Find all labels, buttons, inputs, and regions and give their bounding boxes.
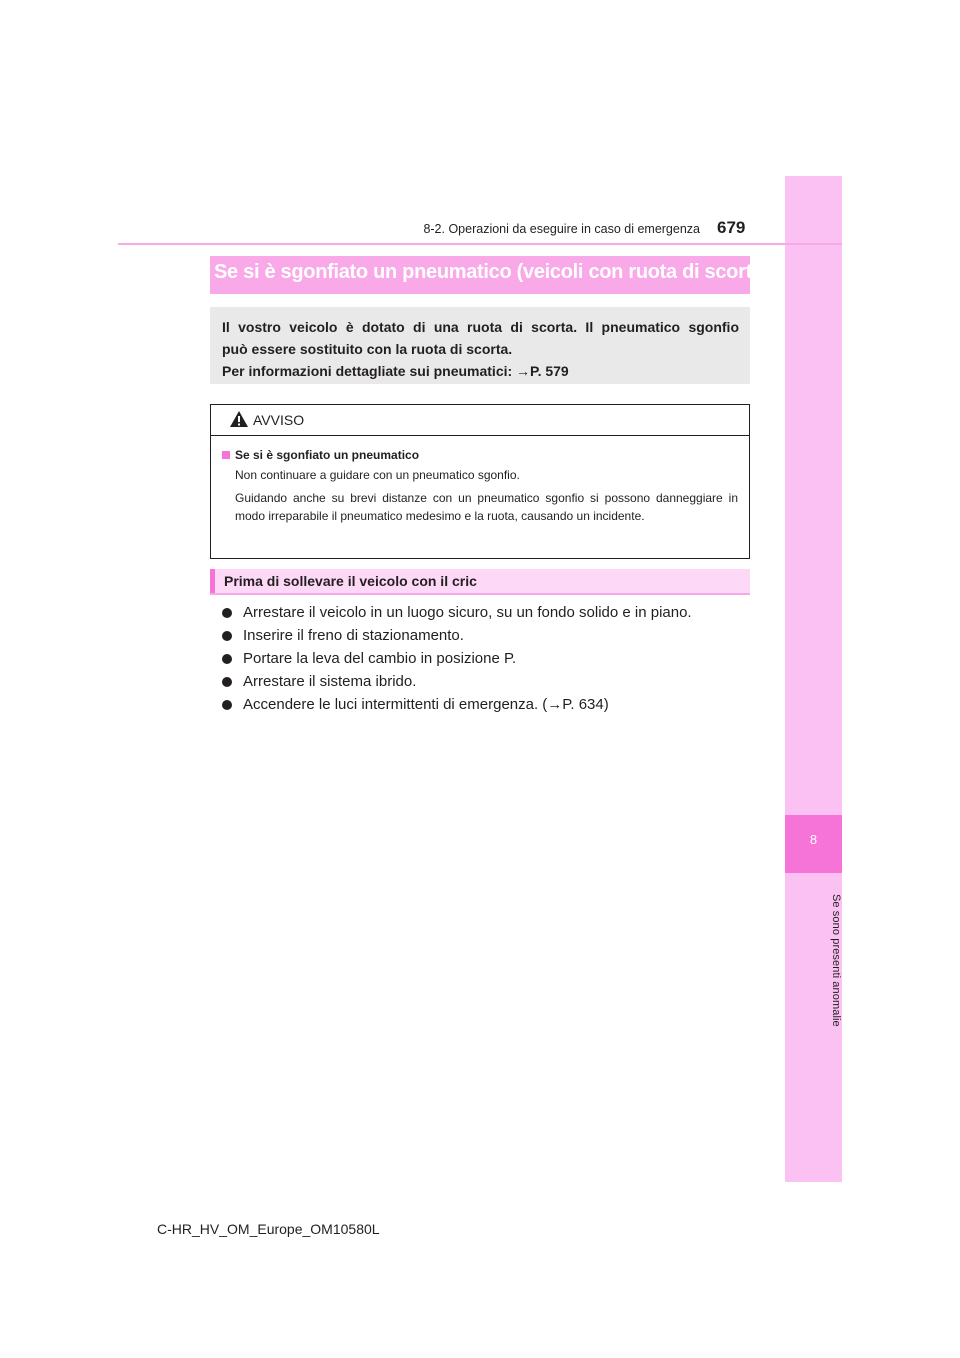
list-item-text: Arrestare il sistema ibrido. — [243, 673, 417, 690]
intro-line-3: Per informazioni dettagliate sui pneumatici: →P. 579 — [222, 363, 569, 379]
list-item-text: Portare la leva del cambio in posizione P. — [243, 650, 517, 667]
bullet-dot-icon — [222, 608, 232, 618]
square-bullet-icon — [222, 451, 230, 459]
warning-heading — [222, 446, 738, 464]
header-divider — [118, 243, 842, 245]
subheading-accent — [210, 569, 215, 593]
page-number: 679 — [717, 218, 746, 237]
warning-body — [211, 436, 749, 525]
intro-line-2: può essere sostituito con la ruota di scorta. — [222, 341, 513, 357]
list-item-text: Arrestare il veicolo in un luogo sicuro, su un fondo solido e in piano. — [243, 604, 692, 621]
warning-label: AVVISO — [253, 412, 305, 428]
subheading-bar — [210, 569, 750, 595]
list-item-text: Accendere le luci intermittenti di emergenza. (→P. 634) — [243, 696, 609, 713]
list-item — [222, 624, 692, 647]
list-item — [222, 647, 692, 670]
warning-box — [210, 404, 750, 559]
warning-heading-text: Se si è sgonfiato un pneumatico — [235, 448, 420, 462]
subheading-text: Prima di sollevare il veicolo con il cric — [224, 573, 477, 589]
intro-line-1: Il vostro veicolo è dotato di una ruota di scorta. Il pneumatico sgonfio — [222, 319, 739, 335]
footer-doc-id: C-HR_HV_OM_Europe_OM10580L — [157, 1221, 380, 1237]
chapter-number: 8 — [785, 815, 842, 873]
page-title: Se si è sgonfiato un pneumatico (veicoli con ruota di scorta) — [214, 261, 770, 283]
bullet-list — [222, 601, 692, 716]
warning-paragraph-1: Non continuare a guidare con un pneumatico sgonfio. — [235, 468, 520, 482]
list-item — [222, 601, 692, 624]
section-reference: 8-2. Operazioni da eseguire in caso di emergenza — [423, 222, 700, 236]
bullet-dot-icon — [222, 631, 232, 641]
bullet-dot-icon — [222, 677, 232, 687]
intro-box — [210, 307, 750, 384]
bullet-dot-icon — [222, 654, 232, 664]
bullet-dot-icon — [222, 700, 232, 710]
list-item — [222, 693, 692, 716]
chapter-label: Se sono presenti anomalie — [830, 893, 842, 1027]
warning-triangle-icon — [229, 410, 249, 428]
warning-header — [211, 405, 749, 436]
list-item — [222, 670, 692, 693]
warning-paragraph-2: Guidando anche su brevi distanze con un pneumatico sgonfio si possono danneggiare in modo irreparabile il pneumatico medesimo e la ruota, causando un incidente. — [235, 491, 738, 523]
list-item-text: Inserire il freno di stazionamento. — [243, 627, 464, 644]
